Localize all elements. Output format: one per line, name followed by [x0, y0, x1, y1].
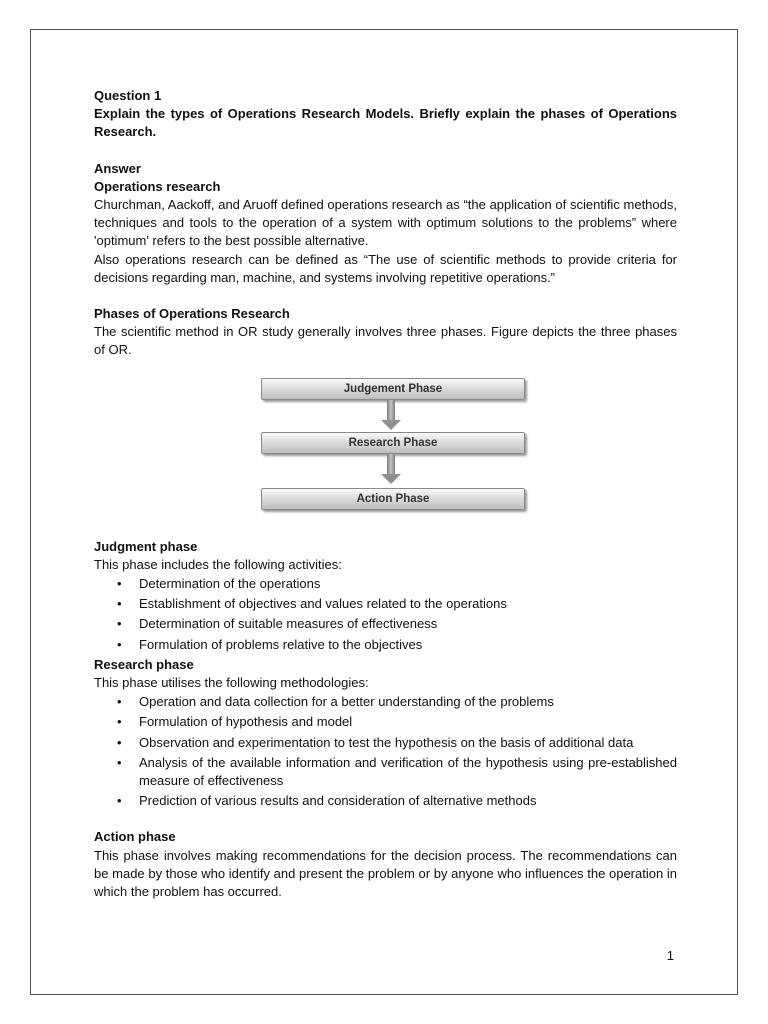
- page-content: [94, 87, 677, 901]
- research-methodologies-list: [94, 693, 677, 810]
- list-item: • Determination of the operations: [139, 575, 677, 593]
- list-item: • Prediction of various results and consideration of alternative methods: [139, 792, 677, 810]
- phases-diagram: [94, 376, 677, 520]
- research-phase-box: Research Phase: [261, 432, 525, 454]
- page-number: 1: [666, 948, 674, 963]
- definition-paragraph-1: Churchman, Aackoff, and Aruoff defined operations research as “the application of scientific methods, techniques and tools to the operation of a system with optimum solutions to the problems” where 'optimum' refers to the best possible alternative.: [94, 197, 677, 249]
- judgement-phase-box: Judgement Phase: [261, 378, 525, 400]
- list-item: • Formulation of problems relative to the objectives: [139, 636, 677, 654]
- question-heading: Question 1: [94, 88, 162, 103]
- list-item: • Analysis of the available information and verification of the hypothesis using pre-established measure of effectiveness: [139, 754, 677, 790]
- research-phase-intro: This phase utilises the following methodologies:: [94, 675, 369, 691]
- action-phase-title: Action phase: [94, 829, 176, 845]
- research-phase-title: Research phase: [94, 656, 194, 672]
- phases-title: Phases of Operations Research: [94, 306, 290, 322]
- answer-heading: Answer: [94, 160, 141, 176]
- action-phase-box: Action Phase: [261, 488, 525, 510]
- list-item: • Establishment of objectives and values related to the operations: [139, 595, 677, 613]
- document-page: [30, 29, 738, 995]
- phases-intro: The scientific method in OR study generally involves three phases. Figure depicts the three phases of OR.: [94, 324, 677, 358]
- list-item: • Operation and data collection for a better understanding of the problems: [139, 693, 677, 711]
- judgment-activities-list: [94, 575, 677, 654]
- list-item: • Formulation of hypothesis and model: [139, 713, 677, 731]
- list-item: • Observation and experimentation to test the hypothesis on the basis of additional data: [139, 734, 677, 752]
- list-item: • Determination of suitable measures of effectiveness: [139, 615, 677, 633]
- question-text: Explain the types of Operations Research Models. Briefly explain the phases of Operations Research.: [94, 106, 677, 140]
- judgment-phase-title: Judgment phase: [94, 538, 198, 554]
- operations-research-title: Operations research: [94, 178, 221, 194]
- definition-paragraph-2: Also operations research can be defined as “The use of scientific methods to provide criteria for decisions regarding man, machine, and systems involving repetitive operations.”: [94, 251, 677, 285]
- action-phase-text: This phase involves making recommendations for the decision process. The recommendations can be made by those who identify and present the problem or by anyone who influences the operation in which the problem has occurred.: [94, 847, 677, 900]
- judgment-phase-intro: This phase includes the following activities:: [94, 556, 342, 572]
